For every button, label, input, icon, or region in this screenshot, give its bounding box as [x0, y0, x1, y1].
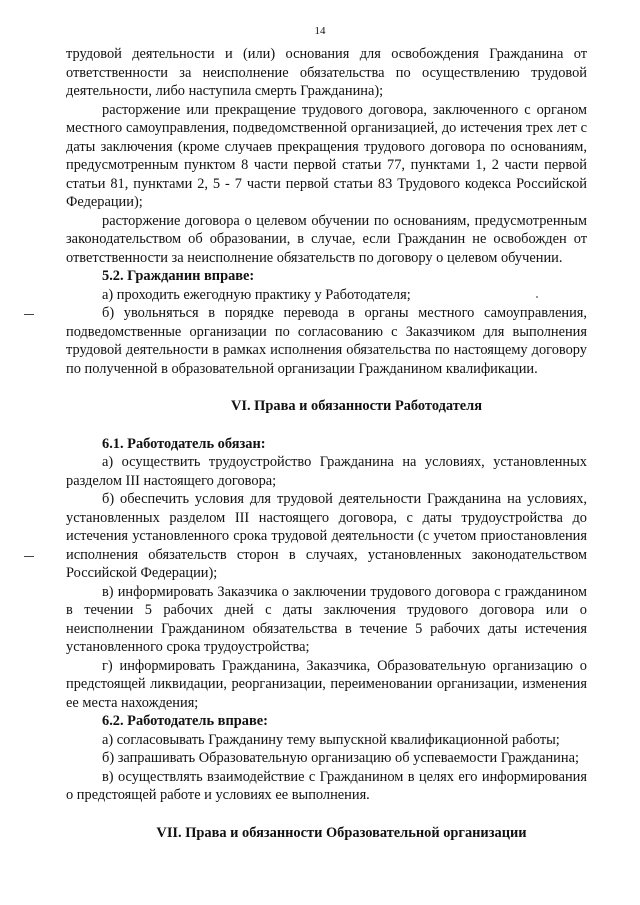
section-6-2-heading: 6.2. Работодатель вправе: [102, 713, 268, 729]
section-6-title: VI. Права и обязанности Работодателя [230, 398, 483, 414]
section-6-2-item-b: б) запрашивать Образовательную организацию об успеваемости Гражданина; [102, 750, 579, 766]
paragraph-contract-termination: расторжение или прекращение трудового договора, заключенного с органом местного самоуправления, подведомственной организацией, до истечения трех лет с даты заключения (кроме случаев прекращения трудового договора по основаниям, предусмотренным пунктом 8 части первой статьи 77, пунктами 1, 2 части первой статьи 81, пунктами 2, 5 - 7 части первой статьи 83 Трудового кодекса Российской Федерации); [66, 101, 587, 210]
page-number: 14 [314, 25, 326, 37]
section-6-1-item-b: б) обеспечить условия для трудовой деятельности Гражданина на условиях, установленных разделом III настоящего договора, с даты трудоустройства до истечения установленного срока трудовой деятельности (с учетом приостановления исполнения обязательств сторон в случаях, установленных законодательством Российской Федерации); [66, 491, 587, 581]
paragraph-targeted-training-termination: расторжение договора о целевом обучении по основаниям, предусмотренным законодательством об образовании, в случае, если Гражданин не освобожден от ответственности за неисполнение обязательств по договору о целевом обучении. [66, 212, 587, 266]
section-6-1-heading: 6.1. Работодатель обязан: [102, 435, 266, 452]
margin-mark [24, 556, 34, 557]
section-5-2-item-a: а) проходить ежегодную практику у Работодателя; [102, 286, 411, 303]
section-5-2-item-b: б) увольняться в порядке перевода в органы местного самоуправления, подведомственные организации по согласованию с Заказчиком для выполнения трудовой деятельности в рамках исполнения обязательства по настоящему договору по полученной в образовательной организации Гражданином квалификации. [66, 305, 587, 377]
section-6-2-item-v: в) осуществлять взаимодействие с Гражданином в целях его информирования о предстоящей работе и условиях ее выполнения. [66, 768, 587, 803]
margin-mark [24, 314, 34, 315]
section-6-1-item-a: а) осуществить трудоустройство Гражданина на условиях, установленных разделом III настоящего договора; [66, 454, 587, 489]
section-7-title: VII. Права и обязанности Образовательной организации [156, 824, 527, 841]
section-6-1-item-g: г) информировать Гражданина, Заказчика, Образовательную организацию о предстоящей ликвидации, реорганизации, переименовании организации, изменения ее места нахождения; [66, 657, 587, 711]
paragraph-continuation: трудовой деятельности и (или) основания для освобождения Гражданина от ответственности за неисполнение обязательства по осуществлению трудовой деятельности, либо наступила смерть Гражданина); [66, 46, 587, 99]
section-6-2-item-a: а) согласовывать Гражданину тему выпускной квалификационной работы; [102, 731, 560, 748]
section-6-1-item-v: в) информировать Заказчика о заключении трудового договора с гражданином в течении 5 рабочих дней с даты заключения трудового договора или о неисполнении Гражданином обязательства в течение 5 рабочих даты истечения установленного срока трудоустройства; [66, 583, 587, 655]
document-body [66, 45, 587, 842]
section-5-2-heading: 5.2. Гражданин вправе: [102, 268, 255, 284]
